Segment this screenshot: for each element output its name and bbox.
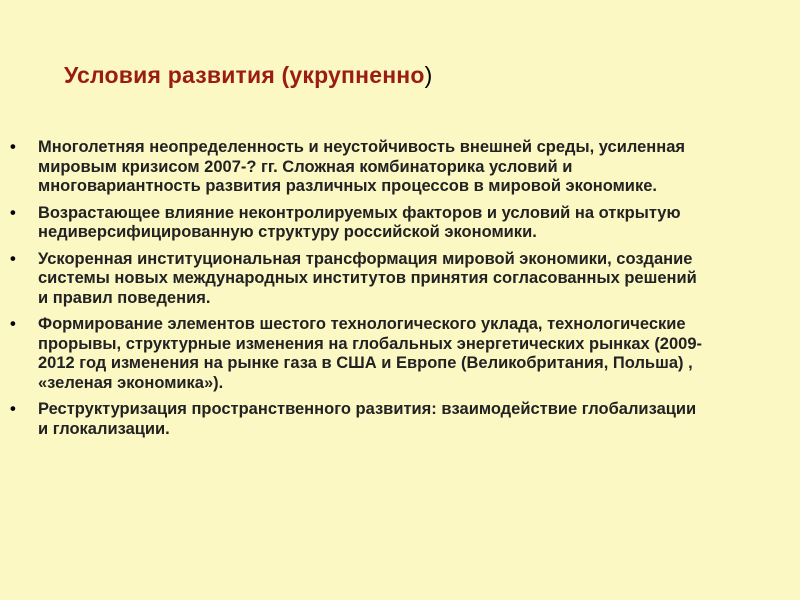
bullet-text: Возрастающее влияние неконтролируемых факторов и условий на открытую недиверсифицированную структуру российской экономики. bbox=[38, 203, 681, 241]
bullet-item-4 bbox=[10, 315, 710, 393]
bullet-dot-icon: • bbox=[10, 138, 16, 156]
bullet-text: Реструктуризация пространственного развития: взаимодействие глобализации и глокализации. bbox=[38, 400, 697, 438]
bullet-dot-icon: • bbox=[10, 400, 16, 418]
slide-title bbox=[64, 62, 433, 89]
bullet-item-2 bbox=[10, 204, 710, 243]
bullet-text: Ускоренная институциональная трансформация мировой экономики, создание системы новых международных институтов принятия согласованных решений и правил поведения. bbox=[38, 249, 697, 307]
bullet-dot-icon: • bbox=[10, 203, 16, 222]
bullet-dot-icon: • bbox=[10, 315, 16, 333]
bullet-item-5 bbox=[10, 400, 710, 439]
slide-title-text: Условия развития (укрупненно bbox=[64, 62, 425, 88]
bullet-item-1 bbox=[10, 138, 710, 197]
bullet-list bbox=[10, 138, 710, 446]
bullet-item-3 bbox=[10, 250, 710, 309]
bullet-text: Формирование элементов шестого технологического уклада, технологические прорывы, структурные изменения на глобальных энергетических рынках (2009-2012 год изменения на рынке газа в США и Европе (Великобритания, Польша) , «зеленая экономика»). bbox=[38, 315, 703, 392]
slide-title-close-paren: ) bbox=[424, 62, 433, 88]
bullet-dot-icon: • bbox=[10, 249, 16, 268]
bullet-text: Многолетняя неопределенность и неустойчивость внешней среды, усиленная мировым кризисом 2007-? гг. Сложная комбинаторика условий и многовариантность развития различных процессов в мировой экономике. bbox=[38, 138, 686, 195]
